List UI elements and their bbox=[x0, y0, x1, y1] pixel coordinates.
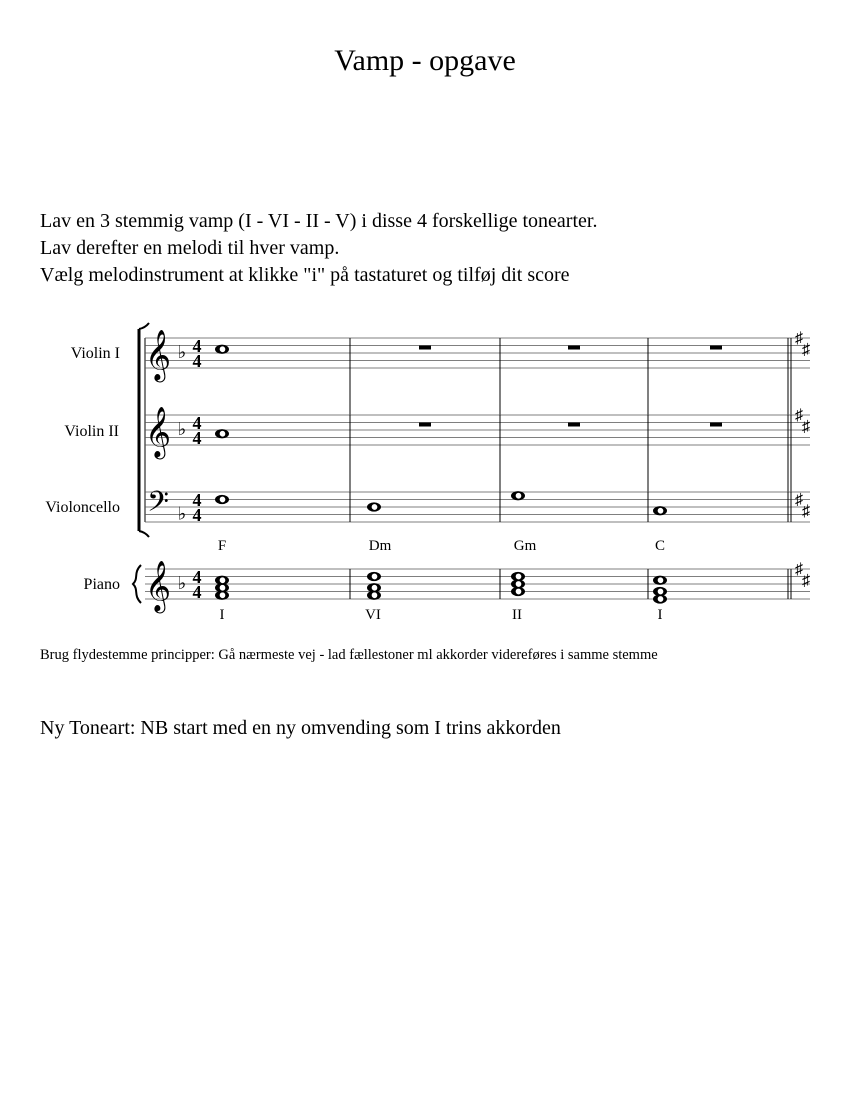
chord-symbol: Gm bbox=[513, 538, 537, 554]
treble-clef-icon: 𝄞 bbox=[144, 561, 172, 611]
chord-symbol: C bbox=[654, 538, 666, 554]
sharp-icon: ♯ bbox=[795, 561, 803, 578]
sharp-icon: ♯ bbox=[802, 418, 810, 436]
time-sig-top: 4 bbox=[192, 336, 202, 356]
voice-leading-note: Brug flydestemme principper: Gå nærmeste vej - lad fællestoner ml akkorder videreføres i samme stemme bbox=[40, 647, 658, 663]
whole-rest bbox=[419, 346, 431, 350]
time-sig-top: 4 bbox=[192, 567, 202, 587]
treble-clef-icon: 𝄞 bbox=[144, 407, 172, 457]
sharp-icon: ♯ bbox=[802, 572, 810, 590]
roman-numeral: I bbox=[657, 607, 663, 623]
new-key-note: Ny Toneart: NB start med en ny omvending som I trins akkorden bbox=[40, 717, 561, 739]
roman-numeral: VI bbox=[365, 607, 381, 623]
flat-icon: ♭ bbox=[177, 503, 187, 524]
sharp-icon: ♯ bbox=[795, 330, 803, 347]
instrument-label: Violoncello bbox=[45, 499, 120, 516]
treble-clef-icon: 𝄞 bbox=[144, 330, 172, 380]
whole-rest bbox=[710, 346, 722, 350]
sharp-icon: ♯ bbox=[802, 341, 810, 359]
piano-brace bbox=[133, 565, 141, 603]
bass-clef-icon: 𝄢 bbox=[147, 487, 169, 525]
flat-icon: ♭ bbox=[177, 342, 187, 362]
instruction-line-2: Lav derefter en melodi til hver vamp. bbox=[40, 237, 340, 259]
page-title: Vamp - opgave bbox=[334, 44, 516, 77]
instrument-label: Piano bbox=[83, 576, 120, 593]
roman-numeral: II bbox=[512, 607, 522, 623]
sharp-icon: ♯ bbox=[802, 502, 810, 520]
sharp-icon: ♯ bbox=[795, 407, 803, 424]
bracket-hook-top bbox=[139, 323, 149, 329]
bracket-hook-bottom bbox=[139, 531, 149, 537]
instruction-line-3: Vælg melodinstrument at klikke "i" på tastaturet og tilføj dit score bbox=[40, 264, 570, 286]
whole-rest bbox=[419, 423, 431, 427]
chord-symbol: Dm bbox=[368, 538, 392, 554]
time-sig-top: 4 bbox=[192, 413, 202, 433]
roman-numeral: I bbox=[219, 607, 225, 623]
time-sig-bottom: 4 bbox=[192, 351, 202, 371]
time-sig-bottom: 4 bbox=[192, 428, 202, 448]
time-sig-bottom: 4 bbox=[192, 505, 202, 525]
instrument-label: Violin II bbox=[64, 423, 119, 440]
whole-rest bbox=[710, 423, 722, 427]
whole-rest bbox=[568, 346, 580, 350]
instrument-label: Violin I bbox=[70, 345, 120, 362]
whole-rest bbox=[568, 423, 580, 427]
flat-icon: ♭ bbox=[177, 573, 187, 593]
flat-icon: ♭ bbox=[177, 419, 187, 439]
sharp-icon: ♯ bbox=[795, 491, 803, 509]
time-sig-bottom: 4 bbox=[192, 582, 202, 602]
chord-symbol: F bbox=[217, 538, 227, 554]
time-sig-top: 4 bbox=[192, 490, 202, 510]
instruction-line-1: Lav en 3 stemmig vamp (I - VI - II - V) i disse 4 forskellige tonearter. bbox=[40, 210, 598, 232]
